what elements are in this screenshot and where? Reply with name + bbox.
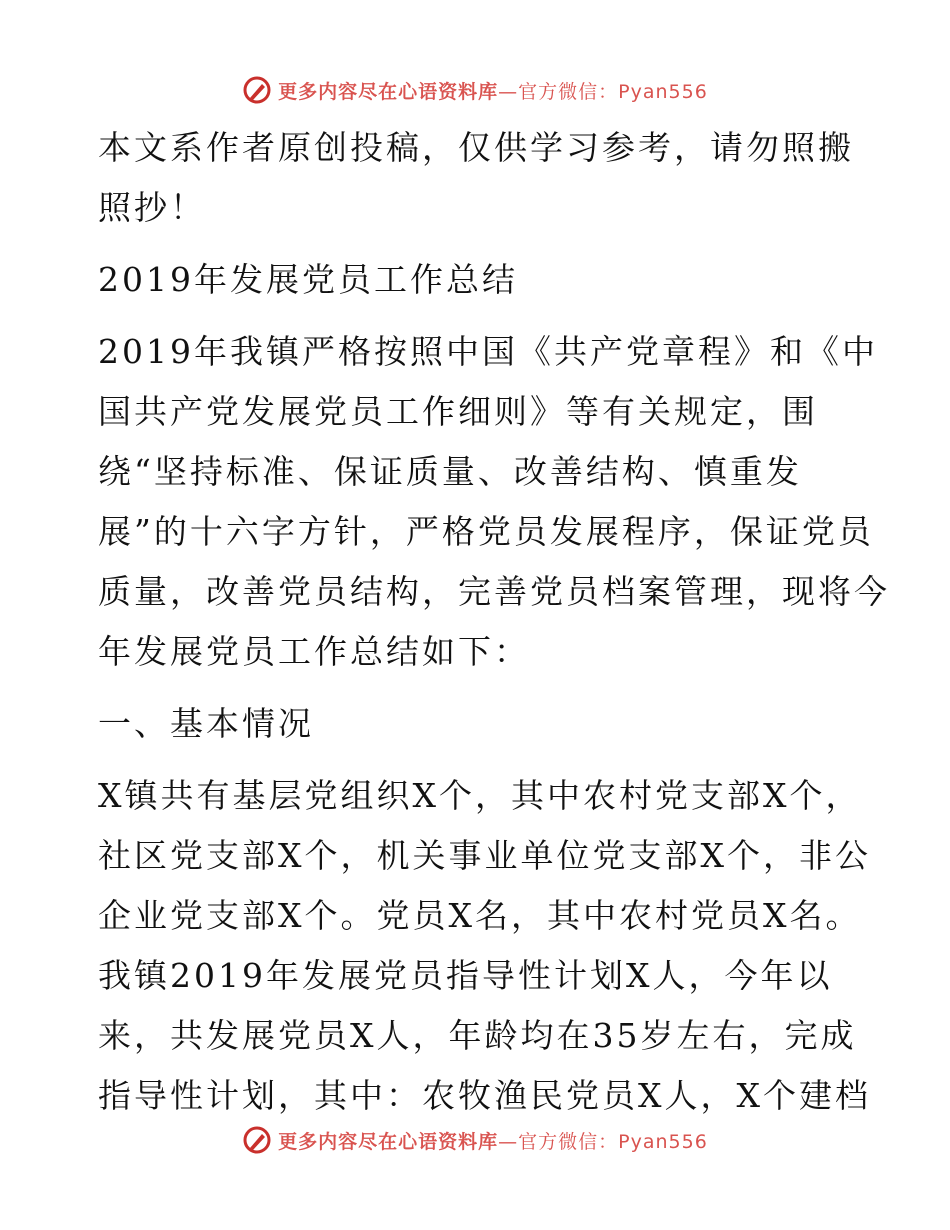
text-line: 展”的十六字方针，严格党员发展程序，保证党员 xyxy=(98,512,874,551)
text-line: 指导性计划，其中：农牧渔民党员X人，X个建档 xyxy=(98,1076,871,1115)
document-title: 2019年发展党员工作总结 xyxy=(98,260,518,299)
text-line: 国共产党发展党员工作细则》等有关规定，围 xyxy=(98,392,818,431)
text-line: 企业党支部X个。党员X名，其中农村党员X名。 xyxy=(98,896,862,935)
text-line: 来，共发展党员X人，年龄均在35岁左右，完成 xyxy=(98,1016,857,1055)
text-line: 质量，改善党员结构，完善党员档案管理，现将今 xyxy=(98,572,890,611)
document-body xyxy=(98,118,890,1126)
text-line: 我镇2019年发展党员指导性计划X人，今年以 xyxy=(98,956,833,995)
text-line: 社区党支部X个，机关事业单位党支部X个，非公 xyxy=(98,836,871,875)
pen-logo-icon xyxy=(242,75,272,105)
header-watermark xyxy=(0,70,950,110)
text-line: 2019年我镇严格按照中国《共产党章程》和《中 xyxy=(98,332,878,371)
section-heading: 一、基本情况 xyxy=(98,704,314,743)
watermark-sub-text: —官方微信：Pyan556 xyxy=(498,1130,708,1153)
text-line: 本文系作者原创投稿，仅供学习参考，请勿照搬 xyxy=(98,128,854,167)
footer-watermark xyxy=(0,1120,950,1160)
pen-logo-icon xyxy=(242,1125,272,1155)
text-line: 绕“坚持标准、保证质量、改善结构、慎重发 xyxy=(98,452,802,491)
watermark-main-text: 更多内容尽在心语资料库 xyxy=(278,1130,499,1153)
text-line: X镇共有基层党组织X个，其中农村党支部X个， xyxy=(98,776,862,815)
text-line: 年发展党员工作总结如下： xyxy=(98,632,530,671)
watermark-main-text: 更多内容尽在心语资料库 xyxy=(278,80,499,103)
watermark-sub-text: —官方微信：Pyan556 xyxy=(498,80,708,103)
text-line: 照抄！ xyxy=(98,188,206,227)
